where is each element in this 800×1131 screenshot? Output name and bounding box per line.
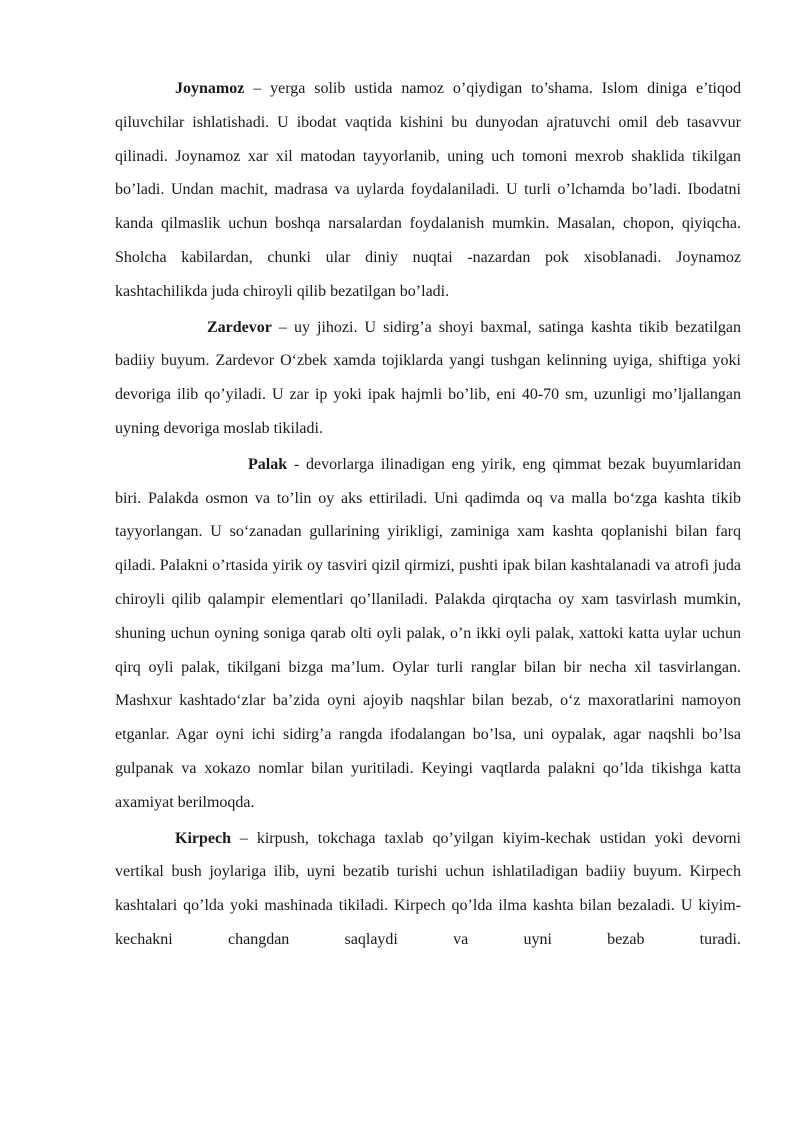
term-joynamoz: Joynamoz <box>175 80 245 97</box>
document-page <box>115 72 741 957</box>
paragraph-zardevor <box>115 311 741 446</box>
paragraph-palak <box>115 448 741 820</box>
definition-zardevor: – uy jihozi. U sidirg’a shoyi baxmal, satinga kashta tikib bezatilgan badiiy buyum. Zardevor O‘zbek xamda tojiklarda yangi tushgan kelinning uyiga, shiftiga yoki devoriga ilib qo’yiladi. U zar ip yoki ipak hajmli bo’lib, eni 40-70 sm, uzunligi mo’ljallangan uyning devoriga moslab tikiladi. <box>115 318 741 437</box>
definition-kirpech: – kirpush, tokchaga taxlab qo’yilgan kiyim-kechak ustidan yoki devorni vertikal bush joylariga ilib, uyni bezatib turishi uchun ishlatiladigan badiiy buyum. Kirpech kashtalari qo’lda yoki mashinada tikiladi. Kirpech qo’lda ilma kashta bilan bezaladi. U kiyim-kechakni changdan saqlaydi va uyni bezab turadi. <box>115 829 741 948</box>
definition-joynamoz: – yerga solib ustida namoz o’qiydigan to’shama. Islom diniga e’tiqod qiluvchilar ishlatishadi. U ibodat vaqtida kishini bu dunyodan ajratuvchi omil deb tasavvur qilinadi. Joynamoz xar xil matodan tayyorlanib, uning uch tomoni mexrob shaklida tikilgan bo’ladi. Undan machit, madrasa va uylarda foydalaniladi. U turli o’lchamda bo’ladi. Ibodatni kanda qilmaslik uchun boshqa narsalardan foydalanish mumkin. Masalan, chopon, qiyiqcha. Sholcha kabilardan, chunki ular diniy nuqtai -nazardan pok xisoblanadi. Joynamoz kashtachilikda juda chiroyli qilib bezatilgan bo’ladi. <box>115 80 741 300</box>
paragraph-joynamoz <box>115 72 741 309</box>
term-kirpech: Kirpech <box>175 829 231 847</box>
term-zardevor: Zardevor <box>207 318 272 336</box>
term-palak: Palak <box>248 455 288 473</box>
paragraph-kirpech <box>115 822 741 957</box>
definition-palak: - devorlarga ilinadigan eng yirik, eng qimmat bezak buyumlaridan biri. Palakda osmon va to’lin oy aks ettiriladi. Uni qadimda oq va malla bo‘zga kashta tikib tayyorlangan. U so‘zanadan gullarining yirikligi, zaminiga xam kashta qoplanishi bilan farq qiladi. Palakni o’rtasida yirik oy tasviri qizil qirmizi, pushti ipak bilan kashtalanadi va atrofi juda chiroyli qilib qalampir elementlari qo’llaniladi. Palakda qirqtacha oy xam tasvirlash mumkin, shuning uchun oyning soniga qarab olti oyli palak, o’n ikki oyli palak, xattoki katta uylar uchun qirq oyli palak, tikilgani bizga ma’lum. Oylar turli ranglar bilan bir necha xil tasvirlangan. Mashxur kashtado‘zlar ba’zida oyni ajoyib naqshlar bilan bezab, o‘z maxoratlarini namoyon etganlar. Agar oyni ichi sidirg’a rangda ifodalangan bo’lsa, uni oypalak, agar naqshli bo’lsa gulpanak va xokazo nomlar bilan yuritiladi. Keyingi vaqtlarda palakni qo’lda tikishga katta axamiyat berilmoqda. <box>115 455 741 811</box>
